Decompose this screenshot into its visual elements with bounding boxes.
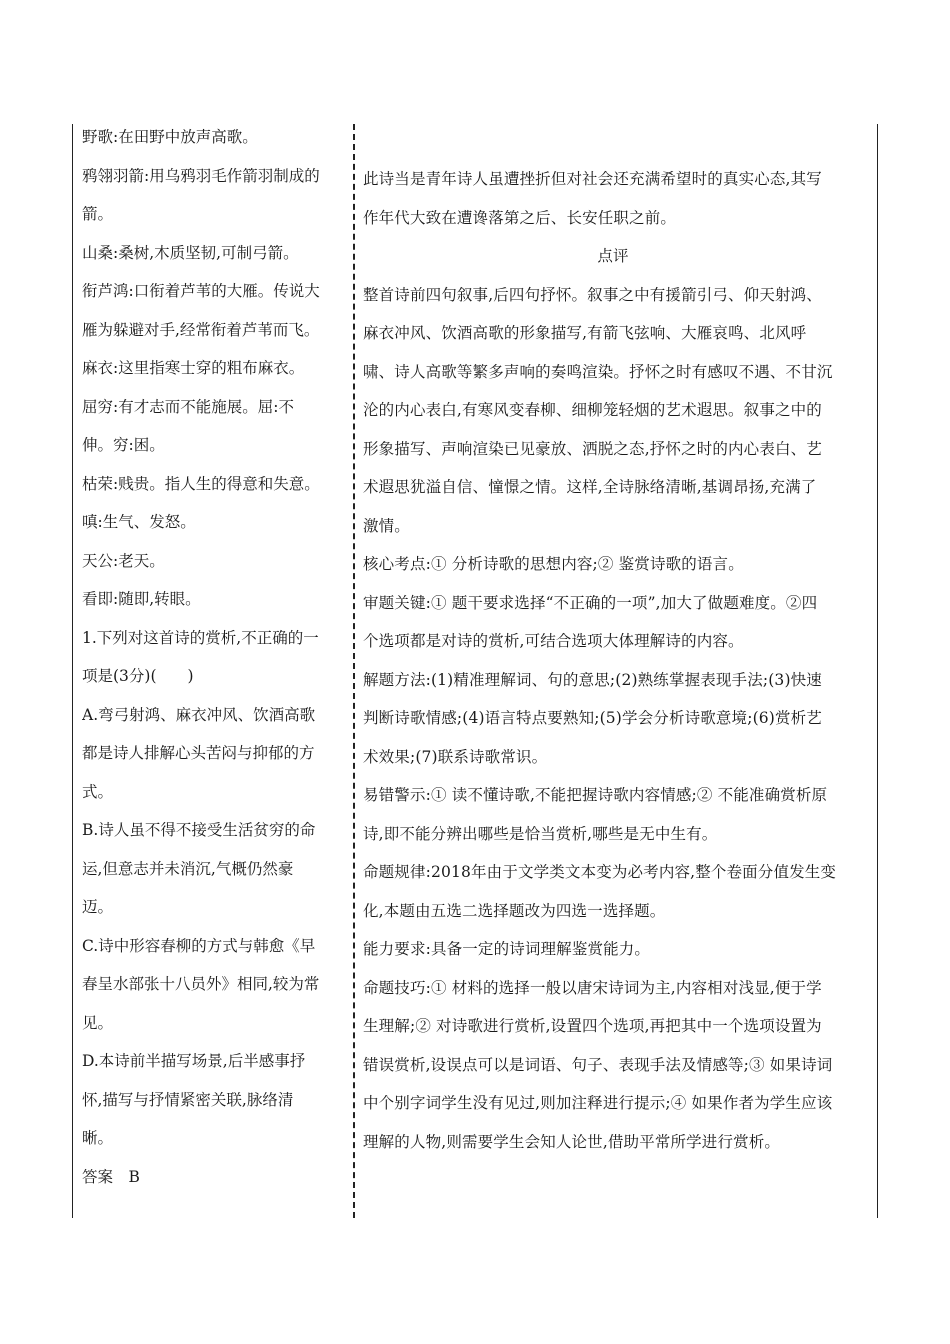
column-divider-dashed <box>353 124 355 1218</box>
text-line: 审题关键:① 题干要求选择“不正确的一项”,加大了做题难度。②四 <box>363 593 818 612</box>
text-line: 理解的人物,则需要学生会知人论世,借助平常所学进行赏析。 <box>363 1132 781 1151</box>
text-line: 伸。穷:困。 <box>82 436 165 454</box>
text-line: 箭。 <box>82 205 114 223</box>
text-line: 核心考点:① 分析诗歌的思想内容;② 鉴赏诗歌的语言。 <box>363 555 744 573</box>
text-line: 此诗当是青年诗人虽遭挫折但对社会还充满希望时的真实心态,其写 <box>363 170 822 188</box>
text-line: 判断诗歌情感;(4)语言特点要熟知;(5)学会分析诗歌意境;(6)赏析艺 <box>363 709 822 727</box>
text-line: 术效果;(7)联系诗歌常识。 <box>363 747 548 766</box>
question-stem: 1.下列对这首诗的赏析,不正确的一 <box>82 628 319 647</box>
text-line: 麻衣冲风、饮酒高歌的形象描写,有箭飞弦响、大雁哀鸣、北风呼 <box>363 324 807 342</box>
text-line: 天公:老天。 <box>82 551 165 570</box>
text-line: 解题方法:(1)精准理解词、句的意思;(2)熟练掌握表现手法;(3)快速 <box>363 670 822 689</box>
text-line: 野歌:在田野中放声高歌。 <box>82 128 258 146</box>
option-a: 式。 <box>82 782 114 801</box>
text-line: 嗔:生气、发怒。 <box>82 513 196 531</box>
text-line: 沦的内心表白,有寒风变春柳、细柳笼轻烟的艺术遐思。叙事之中的 <box>363 401 822 419</box>
text-line: 术遐思犹溢自信、憧憬之情。这样,全诗脉络清晰,基调昂扬,充满了 <box>363 478 817 496</box>
text-line: 枯荣:贱贵。指人生的得意和失意。 <box>82 474 320 493</box>
option-d: 怀,描写与抒情紧密关联,脉络清 <box>82 1090 294 1109</box>
right-border-line <box>877 124 878 1218</box>
text-line: 化,本题由五选二选择题改为四选一选择题。 <box>363 901 666 920</box>
right-column <box>363 160 863 1200</box>
text-line: 雁为躲避对手,经常衔着芦苇而飞。 <box>82 320 320 339</box>
text-line: 山桑:桑树,木质坚韧,可制弓箭。 <box>82 243 299 262</box>
text-line: 命题技巧:① 材料的选择一般以唐宋诗词为主,内容相对浅显,便于学 <box>363 978 822 997</box>
option-a: A.弯弓射鸿、麻衣冲风、饮酒高歌 <box>82 705 316 724</box>
section-heading: 点评 <box>597 247 629 265</box>
text-line: 作年代大致在遭谗落第之后、长安任职之前。 <box>363 208 677 227</box>
text-line: 整首诗前四句叙事,后四句抒怀。叙事之中有援箭引弓、仰天射鸿、 <box>363 285 822 304</box>
text-line: 看即:随即,转眼。 <box>82 590 201 608</box>
option-b: B.诗人虽不得不接受生活贫穷的命 <box>82 821 316 839</box>
answer-line: 答案 B <box>82 1167 140 1186</box>
text-line: 衔芦鸿:口衔着芦苇的大雁。传说大 <box>82 282 320 300</box>
text-line: 易错警示:① 读不懂诗歌,不能把握诗歌内容情感;② 不能准确赏析原 <box>363 786 828 804</box>
option-d: D.本诗前半描写场景,后半感事抒 <box>82 1052 306 1070</box>
question-stem: 项是(3分)( ) <box>82 667 194 685</box>
option-c: 见。 <box>82 1013 114 1032</box>
text-line: 麻衣:这里指寒士穿的粗布麻衣。 <box>82 359 305 377</box>
text-line: 啸、诗人高歌等繁多声响的奏鸣渲染。抒怀之时有感叹不遇、不甘沉 <box>363 362 833 381</box>
text-line: 形象描写、声响渲染已见豪放、洒脱之态,抒怀之时的内心表白、艺 <box>363 439 822 458</box>
option-b: 迈。 <box>82 898 114 916</box>
text-line: 诗,即不能分辨出哪些是恰当赏析,哪些是无中生有。 <box>363 824 718 843</box>
text-line: 屈穷:有才志而不能施展。屈:不 <box>82 397 294 416</box>
option-c: 春呈水部张十八员外》相同,较为常 <box>82 975 320 993</box>
option-b: 运,但意志并未消沉,气概仍然豪 <box>82 859 294 878</box>
text-line: 激情。 <box>363 516 410 535</box>
option-a: 都是诗人排解心头苦闷与抑郁的方 <box>82 744 315 762</box>
text-line: 能力要求:具备一定的诗词理解鉴赏能力。 <box>363 940 651 958</box>
left-border-line <box>72 124 73 1218</box>
text-line: 命题规律:2018年由于文学类文本变为必考内容,整个卷面分值发生变 <box>363 863 837 881</box>
left-column <box>82 118 344 1196</box>
text-line: 个选项都是对诗的赏析,可结合选项大体理解诗的内容。 <box>363 632 744 650</box>
text-line <box>363 1161 863 1200</box>
text-line: 错误赏析,设误点可以是词语、句子、表现手法及情感等;③ 如果诗词 <box>363 1055 833 1074</box>
option-d: 晰。 <box>82 1129 114 1147</box>
text-line: 中个别字词学生没有见过,则加注释进行提示;④ 如果作者为学生应该 <box>363 1094 833 1112</box>
option-c: C.诗中形容春柳的方式与韩愈《早 <box>82 936 316 955</box>
text-line: 鸦翎羽箭:用乌鸦羽毛作箭羽制成的 <box>82 166 320 185</box>
text-line: 生理解;② 对诗歌进行赏析,设置四个选项,再把其中一个选项设置为 <box>363 1017 822 1035</box>
